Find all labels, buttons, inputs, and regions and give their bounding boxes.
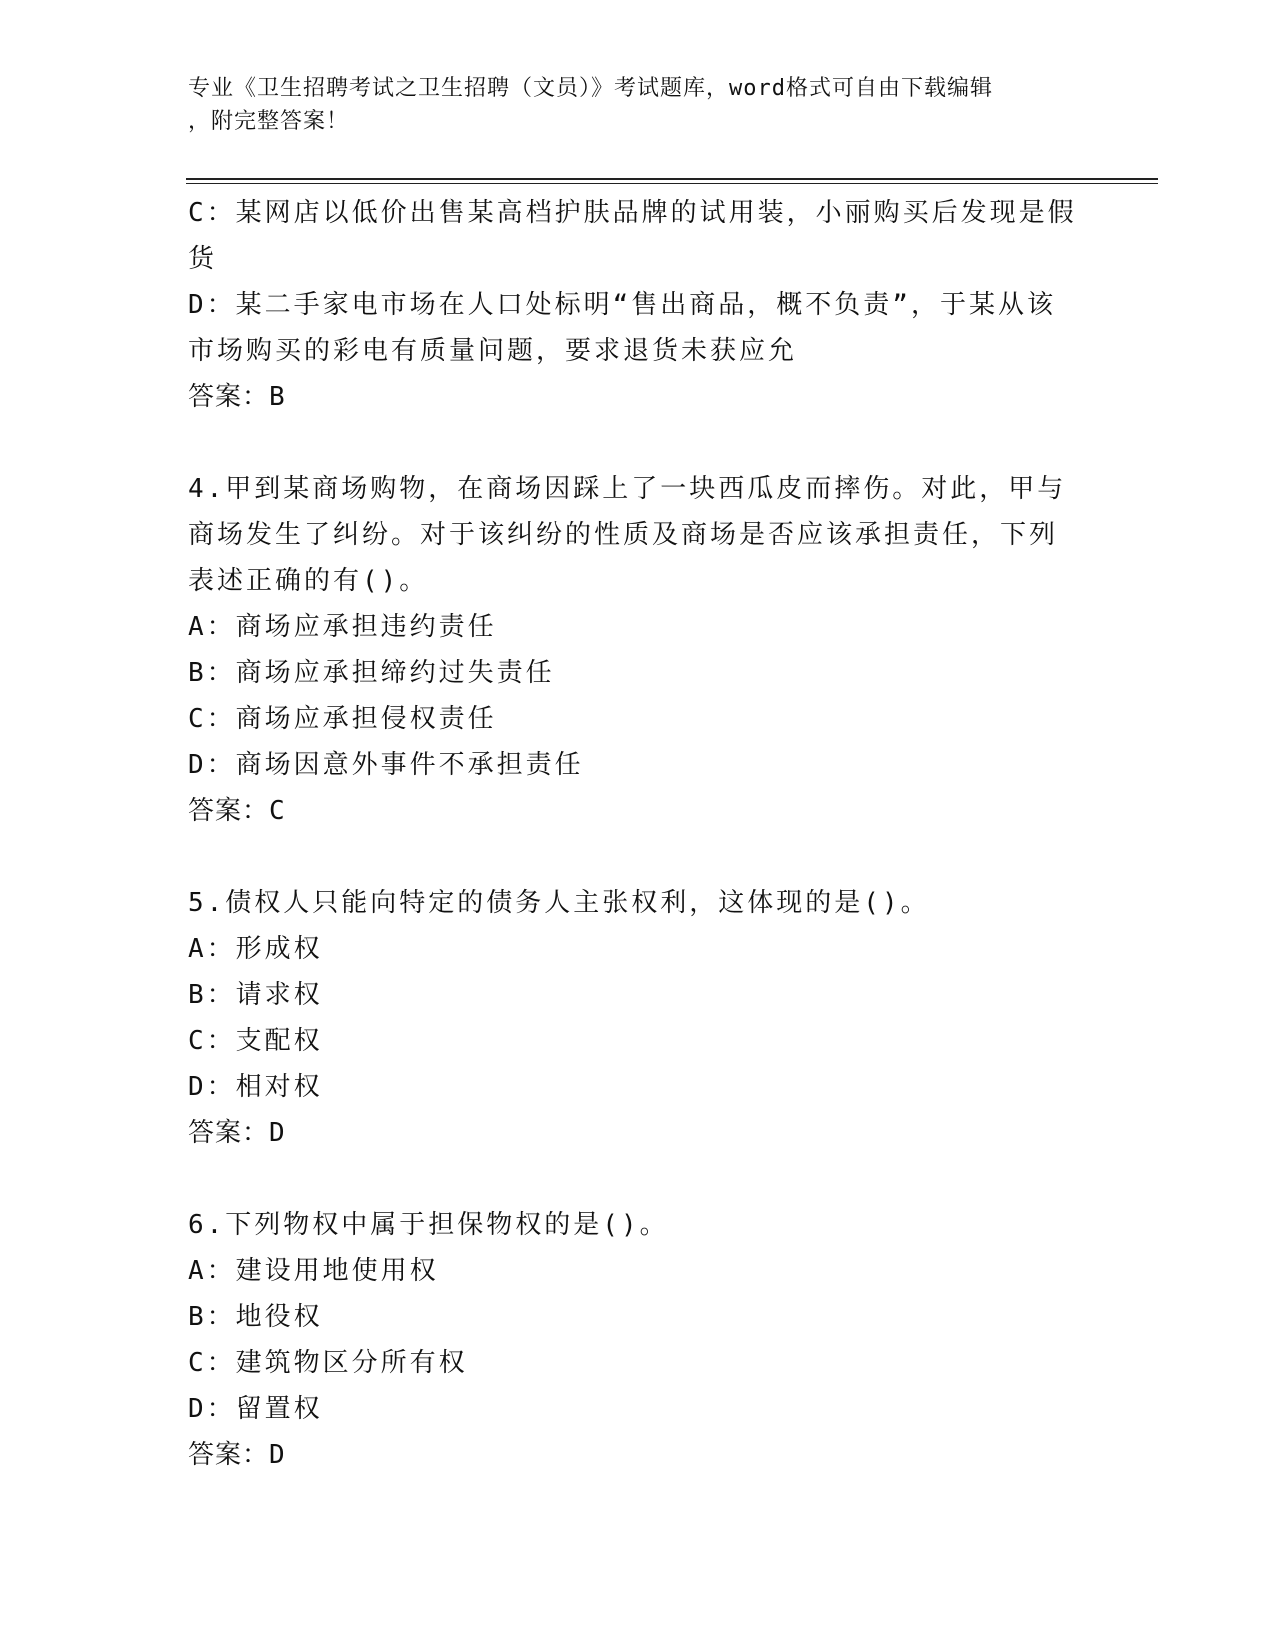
option-b: B：请求权 bbox=[188, 980, 323, 1010]
question-stem-line: 5.债权人只能向特定的债务人主张权利，这体现的是()。 bbox=[188, 888, 930, 918]
answer-line: 答案：D bbox=[188, 1118, 286, 1148]
option-c: C：商场应承担侵权责任 bbox=[188, 704, 497, 734]
option-d: D：留置权 bbox=[188, 1394, 323, 1424]
option-b: B：商场应承担缔约过失责任 bbox=[188, 658, 555, 688]
answer-line: 答案：B bbox=[188, 382, 286, 412]
question-stem-line: 商场发生了纠纷。对于该纠纷的性质及商场是否应该承担责任，下列 bbox=[188, 520, 1059, 550]
question-content bbox=[188, 190, 1088, 1478]
answer-line: 答案：C bbox=[188, 796, 286, 826]
question-stem-line: 6.下列物权中属于担保物权的是()。 bbox=[188, 1210, 669, 1240]
document-header bbox=[188, 72, 1068, 138]
question-stem-line: 4.甲到某商场购物，在商场因踩上了一块西瓜皮而摔伤。对此，甲与 bbox=[188, 474, 1067, 504]
spacer bbox=[188, 834, 1088, 880]
spacer bbox=[188, 420, 1088, 466]
option-a: A：形成权 bbox=[188, 934, 323, 964]
header-rule-thin bbox=[186, 183, 1158, 184]
question-5 bbox=[188, 880, 1088, 1156]
header-rule-thick bbox=[186, 178, 1158, 180]
previous-question-tail bbox=[188, 190, 1088, 420]
option-b: B：地役权 bbox=[188, 1302, 323, 1332]
question-4 bbox=[188, 466, 1088, 834]
option-c: C：支配权 bbox=[188, 1026, 323, 1056]
header-line-1: 专业《卫生招聘考试之卫生招聘（文员）》考试题库，word格式可自由下载编辑 bbox=[188, 76, 993, 101]
answer-line: 答案：D bbox=[188, 1440, 286, 1470]
option-c-line-2: 货 bbox=[188, 244, 218, 274]
question-stem-line: 表述正确的有()。 bbox=[188, 566, 429, 596]
option-d: D：商场因意外事件不承担责任 bbox=[188, 750, 584, 780]
option-d-line-2: 市场购买的彩电有质量问题，要求退货未获应允 bbox=[188, 336, 798, 366]
option-d-line-1: D：某二手家电市场在人口处标明“售出商品，概不负责”，于某从该 bbox=[188, 290, 1056, 320]
option-a: A：建设用地使用权 bbox=[188, 1256, 439, 1286]
header-line-2: ，附完整答案！ bbox=[188, 109, 350, 134]
option-a: A：商场应承担违约责任 bbox=[188, 612, 497, 642]
spacer bbox=[188, 1156, 1088, 1202]
option-d: D：相对权 bbox=[188, 1072, 323, 1102]
option-c-line-1: C：某网店以低价出售某高档护肤品牌的试用装，小丽购买后发现是假 bbox=[188, 198, 1077, 228]
option-c: C：建筑物区分所有权 bbox=[188, 1348, 468, 1378]
question-6 bbox=[188, 1202, 1088, 1478]
